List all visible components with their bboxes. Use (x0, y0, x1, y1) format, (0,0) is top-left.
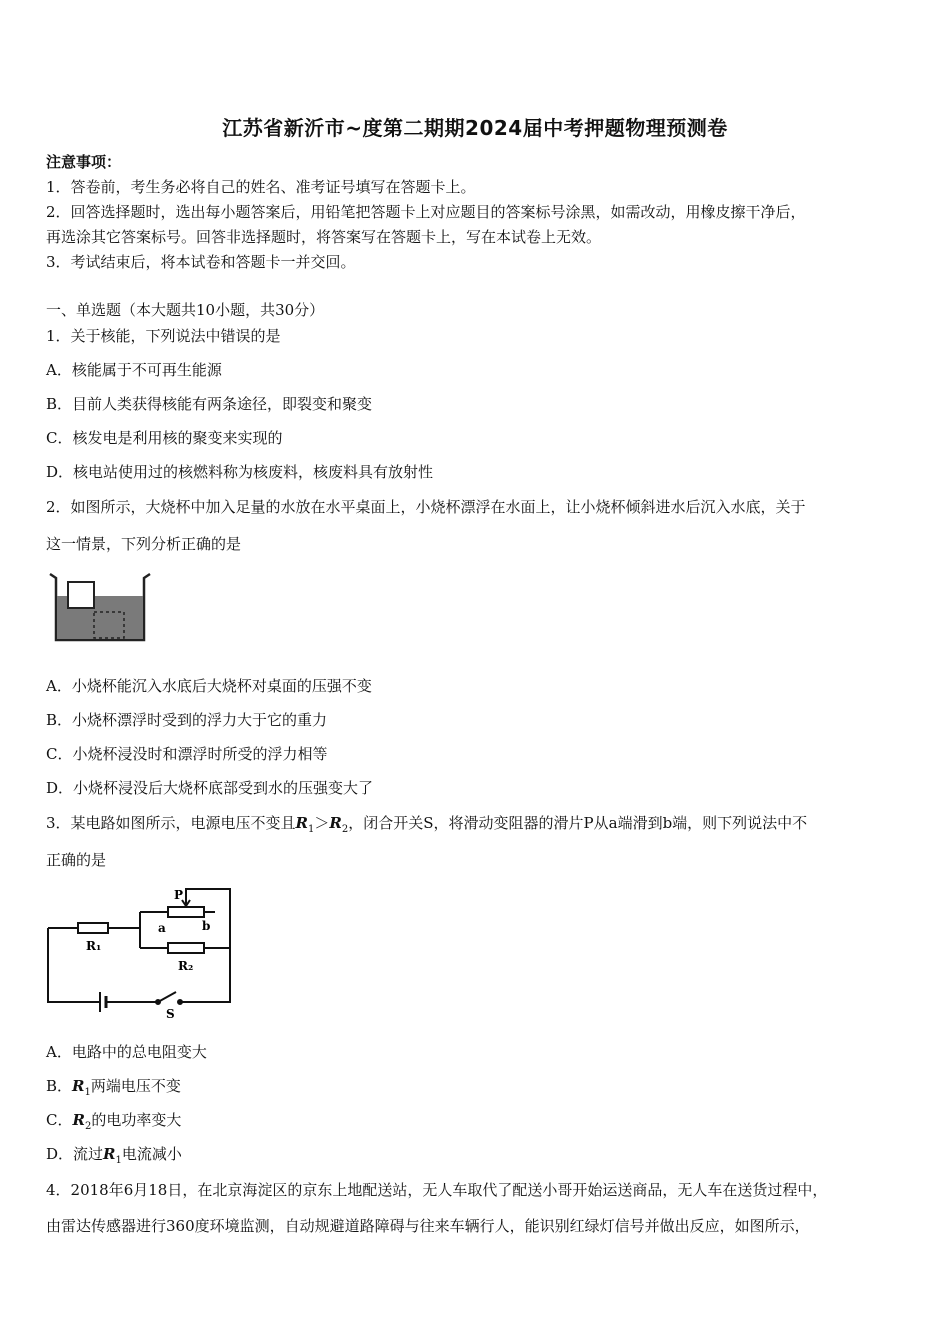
label-s: S (166, 1007, 175, 1020)
beaker-figure (48, 572, 152, 644)
q2-option-a: A．小烧杯能沉入水底后大烧杯对桌面的压强不变 (46, 677, 372, 695)
label-a: a (158, 921, 166, 935)
q3-option-a: A．电路中的总电阻变大 (46, 1043, 207, 1061)
q1-stem: 1．关于核能，下列说法中错误的是 (46, 327, 281, 345)
note-item: 1．答卷前，考生务必将自己的姓名、准考证号填写在答题卡上。 (46, 178, 476, 196)
q2-option-b: B．小烧杯漂浮时受到的浮力大于它的重力 (46, 711, 328, 729)
label-r2: R₂ (178, 959, 194, 973)
q4-stem: 4．2018年6月18日，在北京海淀区的京东上地配送站，无人车取代了配送小哥开始运送商品，无人车在送货过程中， (46, 1181, 828, 1199)
r1-resistor (78, 923, 108, 933)
q2-option-d: D．小烧杯浸没后大烧杯底部受到水的压强变大了 (46, 779, 374, 797)
note-item: 3．考试结束后，将本试卷和答题卡一并交回。 (46, 253, 356, 271)
label-r1: R₁ (86, 939, 102, 953)
q2-stem: 2．如图所示，大烧杯中加入足量的水放在水平桌面上，小烧杯漂浮在水面上，让小烧杯倾斜进水后沉入水底，关于 (46, 498, 806, 516)
label-b: b (202, 919, 211, 933)
q2-stem-cont: 这一情景，下列分析正确的是 (46, 535, 242, 553)
note-item: 再选涂其它答案标号。回答非选择题时，将答案写在答题卡上，写在本试卷上无效。 (46, 228, 602, 246)
circuit-figure (40, 880, 240, 1020)
r2-resistor (168, 943, 204, 953)
q1-option-a: A．核能属于不可再生能源 (46, 361, 222, 379)
q3-stem-cont: 正确的是 (46, 851, 107, 869)
notes-heading: 注意事项： (46, 153, 122, 171)
q1-option-b: B．目前人类获得核能有两条途径，即裂变和聚变 (46, 395, 373, 413)
q3-stem: 3．某电路如图所示，电源电压不变且$R_1>R_2$，闭合开关S，将滑动变阻器的滑片P从a端滑到b端，则下列说法中不 (46, 814, 808, 835)
q4-stem-cont: 由雷达传感器进行360度环境监测，自动规避道路障碍与往来车辆行人，能识别红绿灯信号并做出反应，如图所示， (46, 1217, 810, 1235)
note-item: 2．回答选择题时，选出每小题答案后，用铅笔把答题卡上对应题目的答案标号涂黑，如需改动，用橡皮擦干净后， (46, 203, 806, 221)
label-p: P (174, 888, 184, 902)
page-title: 江苏省新沂市~度第二期期2024届中考押题物理预测卷 (222, 116, 728, 140)
q2-option-c: C．小烧杯浸没时和漂浮时所受的浮力相等 (46, 745, 328, 763)
q1-option-c: C．核发电是利用核的聚变来实现的 (46, 429, 283, 447)
rheostat (168, 907, 204, 917)
q3-option-b: B．$R_1$两端电压不变 (46, 1077, 181, 1098)
section-heading: 一、单选题（本大题共10小题，共30分） (46, 301, 325, 319)
q3-option-c: C．$R_2$的电功率变大 (46, 1111, 182, 1132)
q1-option-d: D．核电站使用过的核燃料称为核废料，核废料具有放射性 (46, 463, 434, 481)
q3-option-d: D．流过$R_1$电流减小 (46, 1145, 182, 1166)
